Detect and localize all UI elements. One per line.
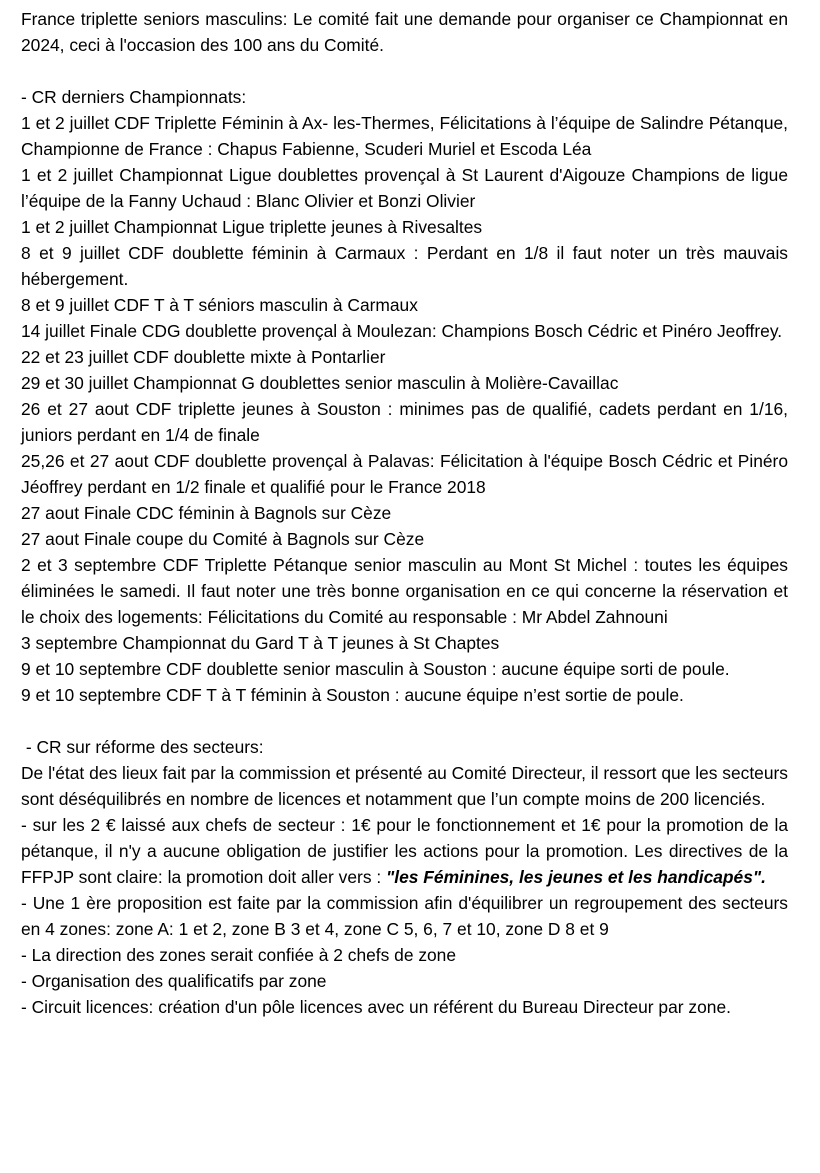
- reform-paragraph: - Une 1 ère proposition est faite par la commission afin d'équilibrer un regroupement des secteurs en 4 zones: zone A: 1 et 2, zone B 3 et 4, zone C 5, 6, 7 et 10, zone D 8 et 9: [21, 893, 788, 939]
- championship-entry: 8 et 9 juillet CDF doublette féminin à Carmaux : Perdant en 1/8 il faut noter un très mauvais hébergement.: [21, 243, 788, 289]
- intro-paragraph: France triplette seniors masculins: Le comité fait une demande pour organiser ce Championnat en 2024, ceci à l'occasion des 100 ans du Comité.: [21, 9, 788, 55]
- spacer: [21, 58, 788, 84]
- reform-heading: - CR sur réforme des secteurs:: [21, 737, 264, 757]
- championship-entry: 25,26 et 27 aout CDF doublette provençal à Palavas: Félicitation à l'équipe Bosch Cédric et Pinéro Jéoffrey perdant en 1/2 finale et qualifié pour le France 2018: [21, 451, 788, 497]
- reform-paragraph: - Organisation des qualificatifs par zone: [21, 971, 327, 991]
- championship-entry: 26 et 27 aout CDF triplette jeunes à Souston : minimes pas de qualifié, cadets perdant en 1/16, juniors perdant en 1/4 de finale: [21, 399, 788, 445]
- reform-paragraph: [21, 812, 788, 890]
- spacer: [21, 708, 788, 734]
- reform-paragraph: De l'état des lieux fait par la commission et présenté au Comité Directeur, il ressort que les secteurs sont déséquilibrés en nombre de licences et notamment que l’un compte moins de 200 licenciés.: [21, 763, 788, 809]
- championship-entry: 1 et 2 juillet Championnat Ligue triplette jeunes à Rivesaltes: [21, 217, 483, 237]
- championship-entry: 29 et 30 juillet Championnat G doublettes senior masculin à Molière-Cavaillac: [21, 373, 619, 393]
- document-page: [21, 6, 788, 1020]
- championship-entry: 27 aout Finale coupe du Comité à Bagnols sur Cèze: [21, 529, 425, 549]
- championship-entry: 8 et 9 juillet CDF T à T séniors masculin à Carmaux: [21, 295, 418, 315]
- championships-list: [21, 110, 788, 708]
- reform-paragraph: - La direction des zones serait confiée à 2 chefs de zone: [21, 945, 457, 965]
- championship-entry: 14 juillet Finale CDG doublette provençal à Moulezan: Champions Bosch Cédric et Pinéro Jeoffrey.: [21, 321, 783, 341]
- championship-entry: 1 et 2 juillet CDF Triplette Féminin à Ax- les-Thermes, Félicitations à l’équipe de Salindre Pétanque, Championne de France : Chapus Fabienne, Scuderi Muriel et Escoda Léa: [21, 113, 788, 159]
- championship-entry: 9 et 10 septembre CDF doublette senior masculin à Souston : aucune équipe sorti de poule.: [21, 659, 730, 679]
- championship-entry: 2 et 3 septembre CDF Triplette Pétanque senior masculin au Mont St Michel : toutes les équipes éliminées le samedi. Il faut noter une très bonne organisation en ce qui concerne la réservation et le choix des logements: Félicitations du Comité au responsable : Mr Abdel Zahnouni: [21, 555, 788, 627]
- championship-entry: 1 et 2 juillet Championnat Ligue doublettes provençal à St Laurent d'Aigouze Champions de ligue l’équipe de la Fanny Uchaud : Blanc Olivier et Bonzi Olivier: [21, 165, 788, 211]
- championship-entry: 9 et 10 septembre CDF T à T féminin à Souston : aucune équipe n’est sortie de poule.: [21, 685, 684, 705]
- reform-paragraph: - Circuit licences: création d'un pôle licences avec un référent du Bureau Directeur par zone.: [21, 997, 731, 1017]
- reform-emphasis: "les Féminines, les jeunes et les handicapés".: [386, 867, 766, 887]
- championship-entry: 22 et 23 juillet CDF doublette mixte à Pontarlier: [21, 347, 386, 367]
- championship-entry: 3 septembre Championnat du Gard T à T jeunes à St Chaptes: [21, 633, 500, 653]
- championship-entry: 27 aout Finale CDC féminin à Bagnols sur Cèze: [21, 503, 392, 523]
- championships-heading: - CR derniers Championnats:: [21, 87, 247, 107]
- reform-text: - sur les 2 € laissé aux chefs de secteur : 1€ pour le fonctionnement et 1€ pour la promotion de la pétanque, il n'y a aucune obligation de justifier les actions pour la promotion. Les directives de la FFPJP sont claire: la promotion doit aller vers :: [21, 815, 788, 887]
